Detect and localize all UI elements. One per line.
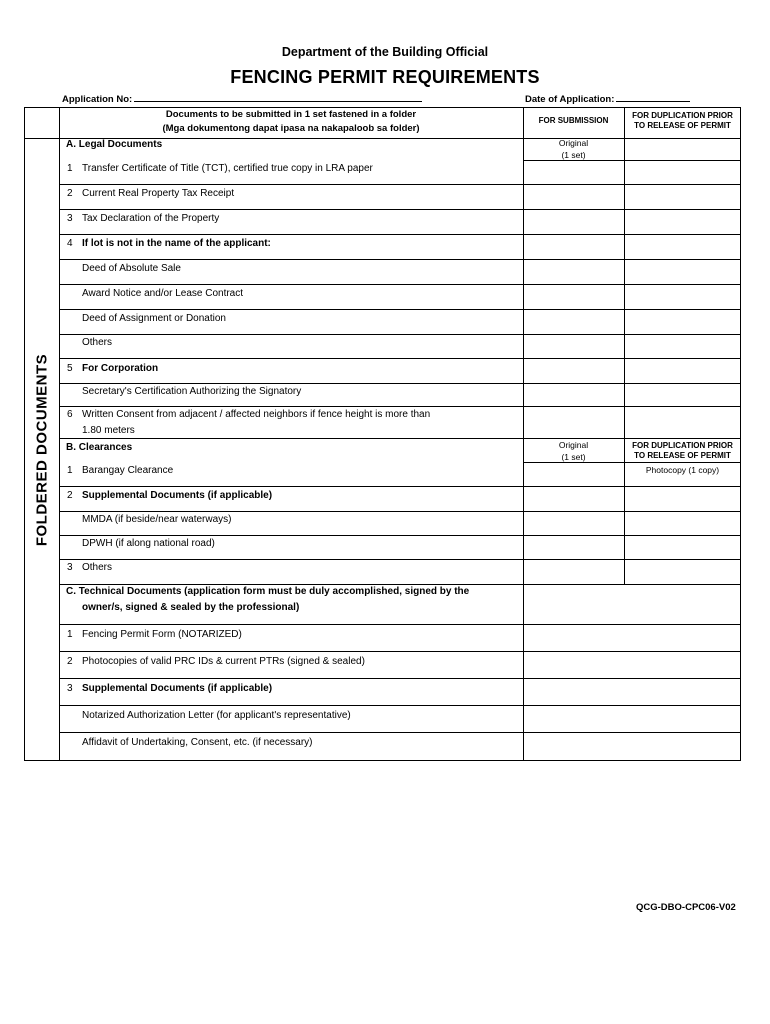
requirement-a6-line1: Written Consent from adjacent / affected neighbors if fence height is more than xyxy=(82,409,431,420)
requirement-a5a: Secretary's Certification Authorizing the Signatory xyxy=(82,386,302,397)
date-field[interactable] xyxy=(525,92,690,105)
hline xyxy=(59,559,741,560)
date-label: Date of Application: xyxy=(525,94,615,105)
row-number: 2 xyxy=(67,490,73,501)
hline xyxy=(59,584,741,585)
hline xyxy=(59,535,741,536)
hline xyxy=(59,406,741,407)
col-duplication-line2: TO RELEASE OF PERMIT xyxy=(634,121,731,130)
requirement-c2: Photocopies of valid PRC IDs & current PTRs (signed & sealed) xyxy=(82,656,365,667)
row-number: 1 xyxy=(67,163,73,174)
vline-side xyxy=(59,107,60,761)
col-duplication-header xyxy=(624,111,741,131)
photocopy-label: Photocopy (1 copy) xyxy=(645,465,720,475)
hline xyxy=(59,209,741,210)
requirement-a1: Transfer Certificate of Title (TCT), certified true copy in LRA paper xyxy=(82,163,373,174)
col-duplication-line1: FOR DUPLICATION PRIOR xyxy=(632,441,733,450)
original-label-a xyxy=(523,137,624,161)
application-no-label: Application No: xyxy=(62,94,133,105)
application-no-field[interactable] xyxy=(62,92,422,105)
requirement-c3a: Notarized Authorization Letter (for applicant's representative) xyxy=(82,710,351,721)
application-no-line[interactable] xyxy=(134,92,422,102)
requirement-a4b: Award Notice and/or Lease Contract xyxy=(82,288,244,299)
col-duplication-header-b xyxy=(624,441,741,461)
hline xyxy=(59,732,741,733)
side-label: FOLDERED DOCUMENTS xyxy=(33,353,51,547)
hline xyxy=(59,438,741,439)
requirement-a3: Tax Declaration of the Property xyxy=(82,213,220,224)
hline xyxy=(59,284,741,285)
original-set: (1 set) xyxy=(561,150,586,160)
hline xyxy=(59,511,741,512)
hline xyxy=(59,678,741,679)
row-number: 2 xyxy=(67,656,73,667)
col-submission-header: FOR SUBMISSION xyxy=(538,116,609,125)
requirement-b2b: DPWH (if along national road) xyxy=(82,538,215,549)
row-number: 6 xyxy=(67,409,73,420)
hline xyxy=(59,234,741,235)
requirement-b1: Barangay Clearance xyxy=(82,465,174,476)
hline xyxy=(59,358,741,359)
section-a-heading: A. Legal Documents xyxy=(66,139,163,150)
table-header xyxy=(59,108,523,136)
vline-col1 xyxy=(523,107,524,761)
form-title: FENCING PERMIT REQUIREMENTS xyxy=(230,67,540,87)
col-duplication-line1: FOR DUPLICATION PRIOR xyxy=(632,111,733,120)
section-b-heading: B. Clearances xyxy=(66,442,133,453)
original-text: Original xyxy=(558,138,589,148)
requirement-a6-line2: 1.80 meters xyxy=(82,425,135,436)
row-number: 1 xyxy=(67,629,73,640)
row-number: 5 xyxy=(67,363,73,374)
hline xyxy=(59,705,741,706)
section-c-heading-line2: owner/s, signed & sealed by the professional) xyxy=(82,602,300,613)
header-line1: Documents to be submitted in 1 set fastened in a folder xyxy=(165,109,417,120)
hline xyxy=(59,259,741,260)
date-line[interactable] xyxy=(616,92,690,102)
requirement-b2a: MMDA (if beside/near waterways) xyxy=(82,514,232,525)
row-number: 3 xyxy=(67,213,73,224)
row-number: 2 xyxy=(67,188,73,199)
requirement-c1: Fencing Permit Form (NOTARIZED) xyxy=(82,629,242,640)
row-number: 3 xyxy=(67,683,73,694)
original-label-b xyxy=(523,439,624,463)
requirement-b3: Others xyxy=(82,562,113,573)
form-code: QCG-DBO-CPC06-V02 xyxy=(636,902,736,913)
original-text: Original xyxy=(558,440,589,450)
col-duplication-line2: TO RELEASE OF PERMIT xyxy=(634,451,731,460)
requirement-a5: For Corporation xyxy=(82,363,159,374)
requirement-a4c: Deed of Assignment or Donation xyxy=(82,313,226,324)
hline xyxy=(59,309,741,310)
row-number: 3 xyxy=(67,562,73,573)
department-title: Department of the Building Official xyxy=(281,45,489,59)
hline xyxy=(59,486,741,487)
vline-col2 xyxy=(624,107,625,584)
hline xyxy=(59,383,741,384)
requirement-a4d: Others xyxy=(82,337,113,348)
requirement-c3b: Affidavit of Undertaking, Consent, etc. (if necessary) xyxy=(82,737,313,748)
hline xyxy=(59,624,741,625)
row-number: 1 xyxy=(67,465,73,476)
requirement-a4: If lot is not in the name of the applicant: xyxy=(82,238,271,249)
hline xyxy=(59,651,741,652)
hline xyxy=(59,334,741,335)
requirement-a2: Current Real Property Tax Receipt xyxy=(82,188,235,199)
requirement-a4a: Deed of Absolute Sale xyxy=(82,263,181,274)
original-set: (1 set) xyxy=(561,452,586,462)
row-number: 4 xyxy=(67,238,73,249)
section-c-heading-line1: C. Technical Documents (application form must be duly accomplished, signed by the xyxy=(66,586,470,597)
hline xyxy=(59,184,741,185)
header-line2: (Mga dokumentong dapat ipasa na nakapaloob sa folder) xyxy=(162,123,420,134)
requirement-c3: Supplemental Documents (if applicable) xyxy=(82,683,273,694)
requirement-b2: Supplemental Documents (if applicable) xyxy=(82,490,273,501)
